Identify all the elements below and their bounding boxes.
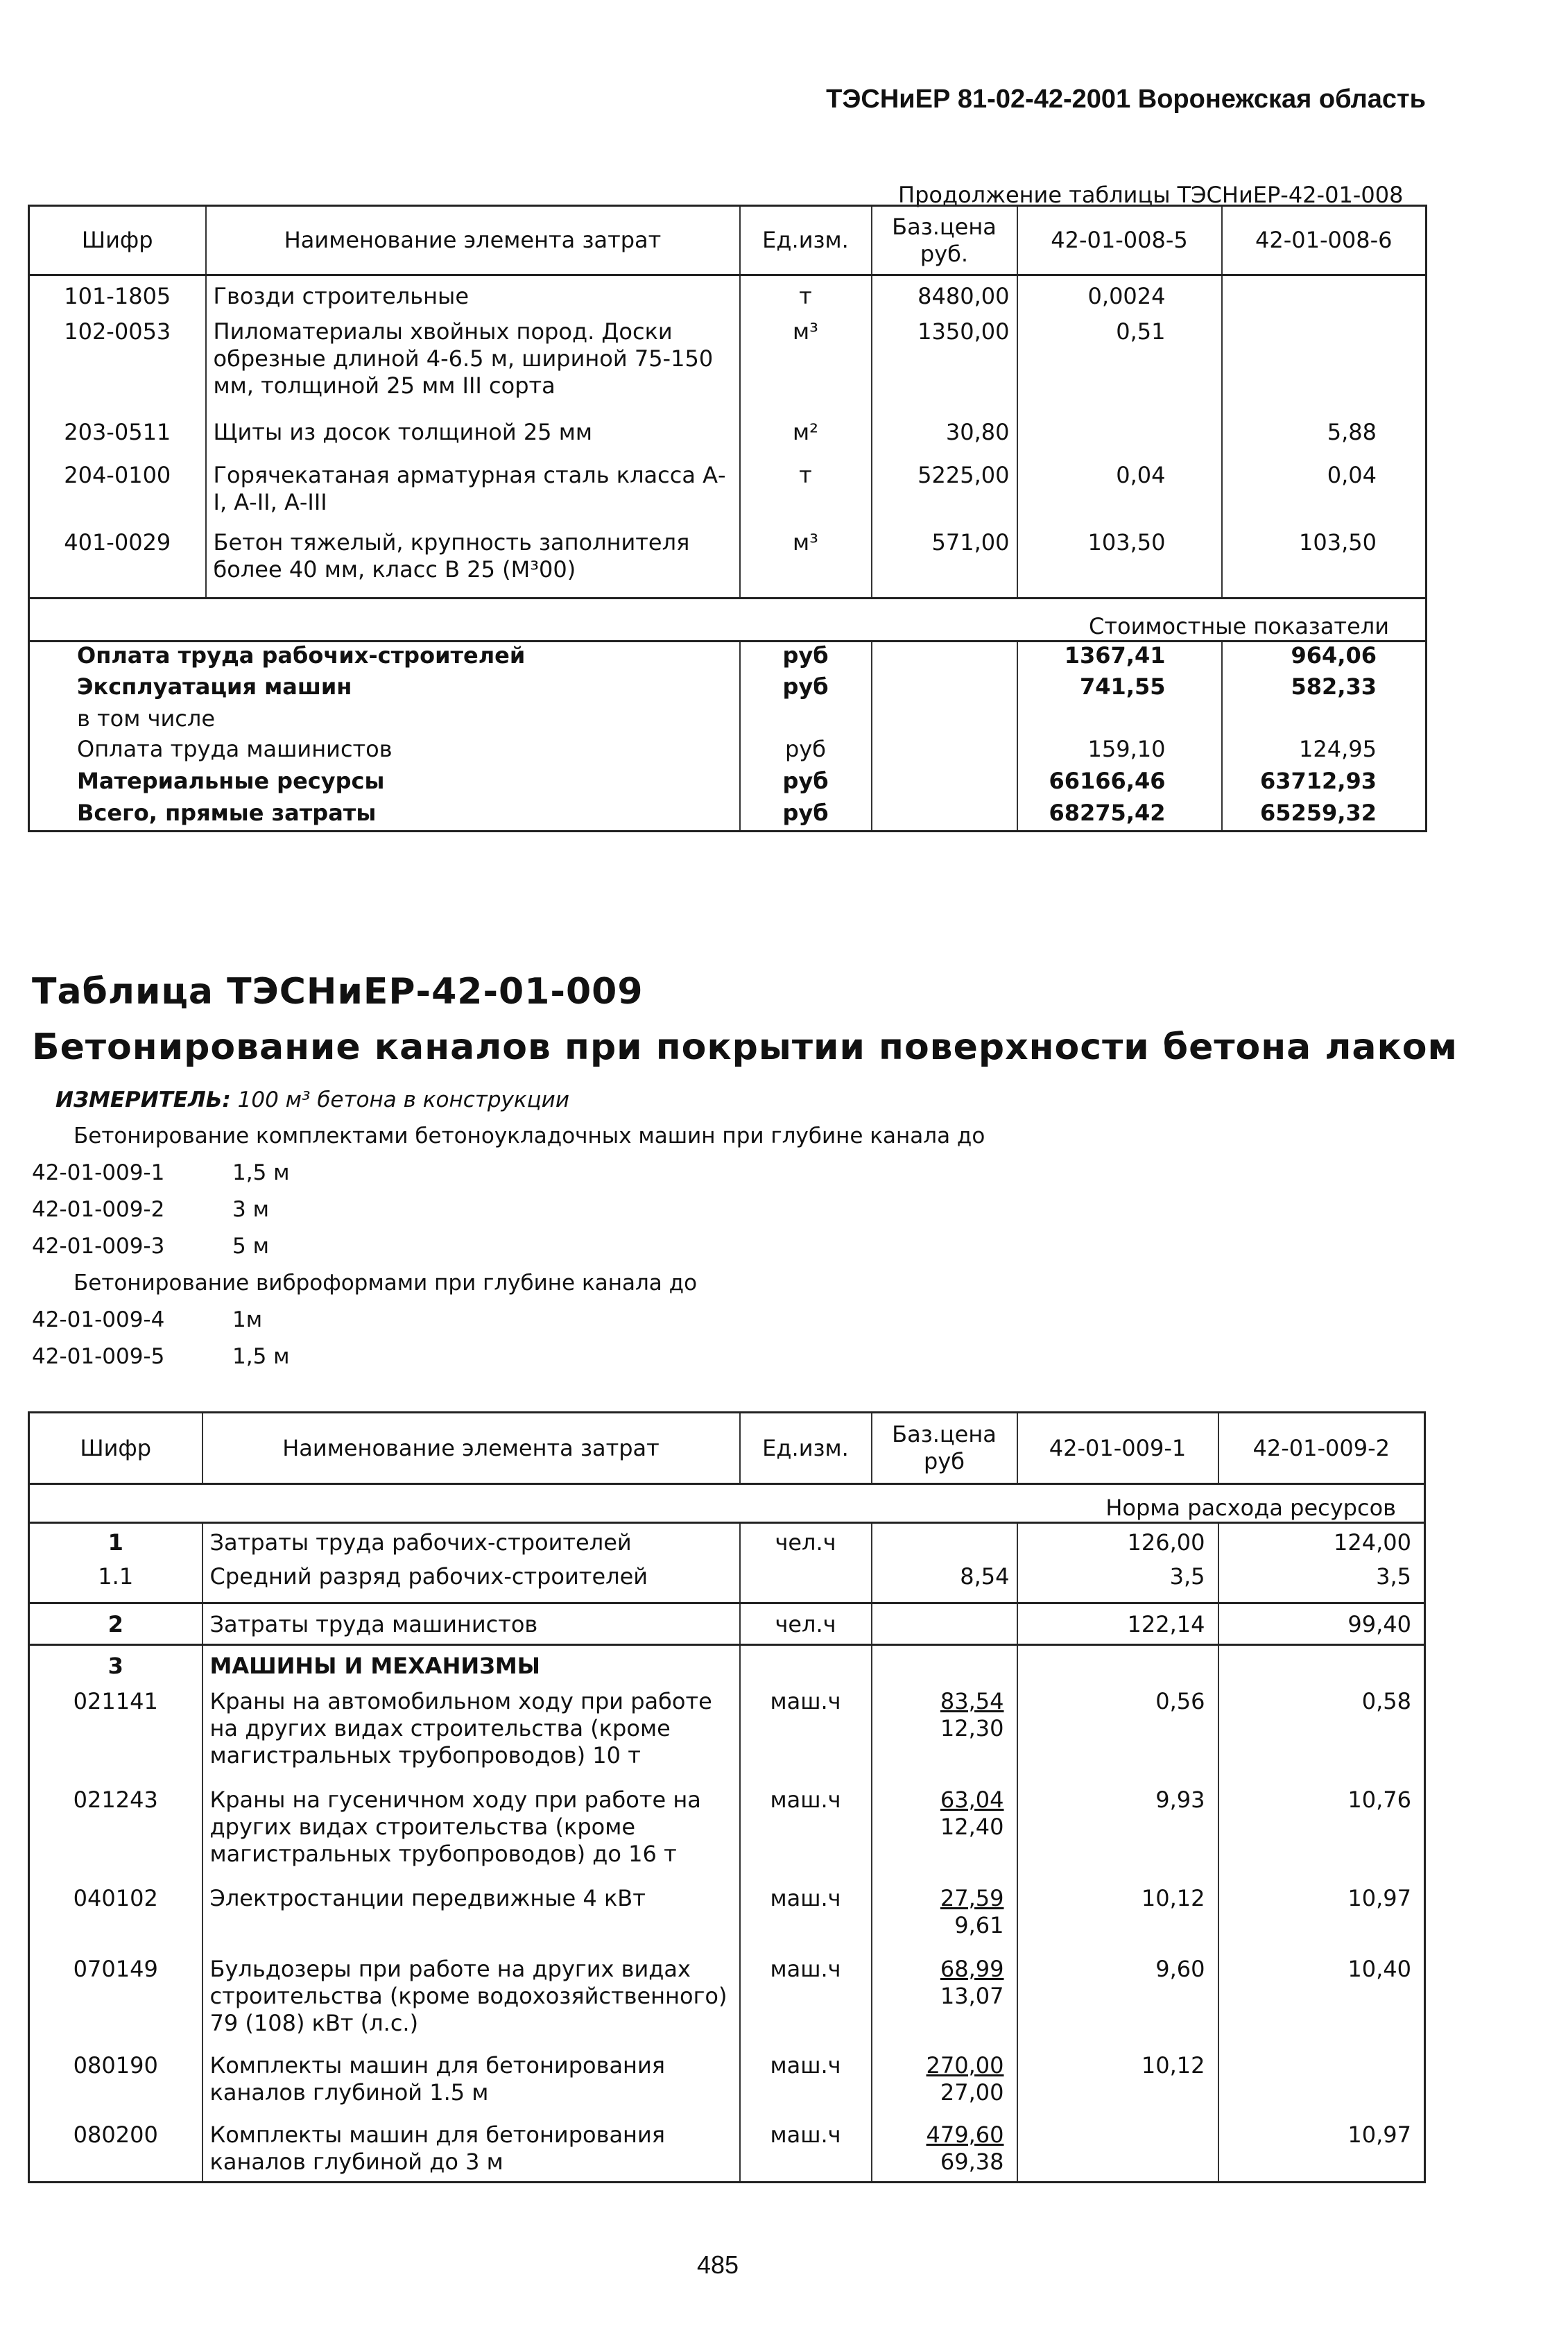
row-v2: 5,88 bbox=[1222, 419, 1427, 462]
item-code: 42-01-009-2 bbox=[32, 1197, 165, 1222]
summary-name: в том числе bbox=[77, 705, 215, 732]
item-code: 42-01-009-1 bbox=[32, 1160, 165, 1185]
row-price: 27,59 bbox=[940, 1884, 1004, 1911]
row-name: Щиты из досок толщиной 25 мм bbox=[206, 419, 740, 462]
row-name: Бульдозеры при работе на других видах строительства (кроме водохозяйственного) 79 (108) кВт (л.с.) bbox=[203, 1956, 740, 2052]
summary-row bbox=[29, 642, 1427, 673]
col-header-code: Шифр bbox=[29, 1413, 203, 1484]
row-code: 021141 bbox=[73, 1687, 158, 1714]
row-code: 2 bbox=[29, 1603, 203, 1645]
row-name: Бетон тяжелый, крупность заполнителя более 40 мм, класс В 25 (М³00) bbox=[206, 529, 740, 599]
row-unit: чел.ч bbox=[740, 1523, 872, 1563]
row-price-wage: 69,38 bbox=[940, 2148, 1004, 2175]
machine-row bbox=[29, 1787, 1425, 1885]
row-code: 080200 bbox=[73, 2121, 158, 2148]
machine-row bbox=[29, 1956, 1425, 2052]
table-subtitle: Бетонирование каналов при покрытии поверхности бетона лаком bbox=[32, 1026, 1458, 1068]
row-v1: 0,04 bbox=[1017, 462, 1222, 529]
row-price: 479,60 bbox=[926, 2121, 1004, 2148]
table-row bbox=[29, 462, 1427, 529]
row-price-wage: 13,07 bbox=[940, 1982, 1004, 2009]
row-code: 401-0029 bbox=[64, 528, 171, 556]
table-row bbox=[29, 1563, 1425, 1603]
cost-table-42-01-008 bbox=[28, 205, 1427, 832]
col-header-name: Наименование элемента затрат bbox=[203, 1413, 740, 1484]
row-v2: 10,40 bbox=[1218, 1956, 1425, 2052]
meter-text: 100 м³ бетона в конструкции bbox=[237, 1087, 569, 1112]
summary-v2: 964,06 bbox=[1222, 642, 1427, 673]
row-code: 101-1805 bbox=[64, 283, 171, 309]
item-value: 1,5 м bbox=[232, 1160, 290, 1185]
row-v2: 0,04 bbox=[1222, 462, 1427, 529]
row-unit: т bbox=[740, 275, 872, 318]
section-label: Норма расхода ресурсов bbox=[1105, 1495, 1396, 1521]
row-price bbox=[872, 1603, 1017, 1645]
item-value: 5 м bbox=[232, 1234, 269, 1259]
summary-name: Материальные ресурсы bbox=[77, 767, 385, 794]
row-unit: т bbox=[740, 462, 872, 529]
summary-row bbox=[29, 768, 1427, 800]
table-row bbox=[29, 1603, 1425, 1645]
col-header-name: Наименование элемента затрат bbox=[206, 206, 740, 275]
row-name: МАШИНЫ И МЕХАНИЗМЫ bbox=[203, 1645, 740, 1688]
intro-line: Бетонирование комплектами бетоноукладочных машин при глубине канала до bbox=[74, 1124, 985, 1148]
row-price: 8,54 bbox=[872, 1563, 1017, 1603]
row-price: 270,00 bbox=[926, 2051, 1004, 2079]
row-price-wage: 27,00 bbox=[940, 2079, 1004, 2106]
item-code: 42-01-009-3 bbox=[32, 1234, 165, 1259]
intro-line: Бетонирование виброформами при глубине канала до bbox=[74, 1271, 698, 1296]
row-price: 30,80 bbox=[872, 419, 1017, 462]
machine-row bbox=[29, 2052, 1425, 2122]
row-code: 021243 bbox=[73, 1786, 158, 1813]
machine-row bbox=[29, 1885, 1425, 1956]
row-price: 8480,00 bbox=[872, 275, 1017, 318]
summary-v2: 65259,32 bbox=[1222, 800, 1427, 832]
row-name: Затраты труда рабочих-строителей bbox=[203, 1523, 740, 1563]
row-v1: 0,0024 bbox=[1017, 275, 1222, 318]
col-header-price: Баз.цена руб bbox=[872, 1413, 1017, 1484]
row-v2 bbox=[1222, 318, 1427, 419]
row-v1: 9,60 bbox=[1017, 1956, 1218, 2052]
row-unit: м² bbox=[740, 419, 872, 462]
table-title: Таблица ТЭСНиЕР-42-01-009 bbox=[32, 971, 644, 1013]
summary-unit: руб bbox=[740, 800, 872, 832]
row-v1: 0,56 bbox=[1017, 1688, 1218, 1787]
row-unit: м³ bbox=[740, 318, 872, 419]
summary-unit: руб bbox=[740, 768, 872, 800]
row-v1: 0,51 bbox=[1017, 318, 1222, 419]
table-row bbox=[29, 275, 1427, 318]
row-code: 204-0100 bbox=[64, 461, 171, 488]
summary-name: Эксплуатация машин bbox=[77, 673, 352, 700]
row-name: Электростанции передвижные 4 кВт bbox=[203, 1885, 740, 1956]
col-header-v2: 42-01-009-2 bbox=[1218, 1413, 1425, 1484]
continuation-label: Продолжение таблицы ТЭСНиЕР-42-01-008 bbox=[898, 182, 1404, 208]
col-header-code: Шифр bbox=[29, 206, 206, 275]
row-price: 5225,00 bbox=[872, 462, 1017, 529]
row-price: 1350,00 bbox=[872, 318, 1017, 419]
row-name: Комплекты машин для бетонирования каналов глубиной до 3 м bbox=[203, 2122, 740, 2183]
summary-v2: 582,33 bbox=[1222, 673, 1427, 705]
col-header-unit: Ед.изм. bbox=[740, 206, 872, 275]
summary-row bbox=[29, 705, 1427, 736]
row-v2: 3,5 bbox=[1218, 1563, 1425, 1603]
measurement-unit bbox=[55, 1087, 569, 1112]
row-v1: 10,12 bbox=[1017, 2052, 1218, 2122]
row-v2 bbox=[1222, 275, 1427, 318]
summary-unit: руб bbox=[740, 673, 872, 705]
table-row bbox=[29, 318, 1427, 419]
section-label: Стоимостные показатели bbox=[29, 599, 1427, 642]
row-code: 3 bbox=[29, 1645, 203, 1688]
item-value: 1м bbox=[232, 1307, 263, 1332]
machine-row bbox=[29, 1688, 1425, 1787]
row-v2: 0,58 bbox=[1218, 1688, 1425, 1787]
row-unit: маш.ч bbox=[740, 1787, 872, 1885]
row-v2: 99,40 bbox=[1218, 1603, 1425, 1645]
summary-unit: руб bbox=[740, 642, 872, 673]
running-header: ТЭСНиЕР 81-02-42-2001 Воронежская область bbox=[826, 85, 1426, 114]
row-v2: 124,00 bbox=[1218, 1523, 1425, 1563]
row-name: Комплекты машин для бетонирования каналов глубиной 1.5 м bbox=[203, 2052, 740, 2122]
row-price: 83,54 bbox=[940, 1687, 1004, 1714]
row-unit: маш.ч bbox=[740, 1688, 872, 1787]
row-price: 63,04 bbox=[940, 1786, 1004, 1813]
row-unit: чел.ч bbox=[740, 1603, 872, 1645]
summary-v2: 63712,93 bbox=[1222, 768, 1427, 800]
page-number: 485 bbox=[697, 2251, 739, 2279]
machine-row bbox=[29, 2122, 1425, 2183]
row-unit: м³ bbox=[740, 529, 872, 599]
row-v2: 103,50 bbox=[1222, 529, 1427, 599]
col-header-unit: Ед.изм. bbox=[740, 1413, 872, 1484]
col-header-v2: 42-01-008-6 bbox=[1222, 206, 1427, 275]
col-header-v1: 42-01-009-1 bbox=[1017, 1413, 1218, 1484]
item-value: 1,5 м bbox=[232, 1344, 290, 1369]
row-name: Средний разряд рабочих-строителей bbox=[203, 1563, 740, 1603]
row-unit: маш.ч bbox=[740, 2122, 872, 2183]
row-unit: маш.ч bbox=[740, 1885, 872, 1956]
table-row bbox=[29, 1645, 1425, 1688]
summary-row bbox=[29, 736, 1427, 768]
row-code: 203-0511 bbox=[64, 418, 171, 445]
row-price bbox=[872, 1523, 1017, 1563]
row-v2 bbox=[1218, 2052, 1425, 2122]
summary-row bbox=[29, 800, 1427, 832]
row-code: 080190 bbox=[73, 2051, 158, 2079]
row-v2: 10,76 bbox=[1218, 1787, 1425, 1885]
row-v1 bbox=[1017, 419, 1222, 462]
row-name: Горячекатаная арматурная сталь класса А-I, А-II, А-III bbox=[206, 462, 740, 529]
row-v2: 10,97 bbox=[1218, 2122, 1425, 2183]
row-v1 bbox=[1017, 2122, 1218, 2183]
row-unit: маш.ч bbox=[740, 1956, 872, 2052]
summary-v1: 159,10 bbox=[1017, 736, 1222, 768]
item-code: 42-01-009-4 bbox=[32, 1307, 165, 1332]
item-value: 3 м bbox=[232, 1197, 269, 1222]
summary-unit: руб bbox=[740, 736, 872, 768]
summary-row bbox=[29, 673, 1427, 705]
summary-v1: 1367,41 bbox=[1017, 642, 1222, 673]
row-v1: 122,14 bbox=[1017, 1603, 1218, 1645]
row-name: Затраты труда машинистов bbox=[203, 1603, 740, 1645]
row-v1: 103,50 bbox=[1017, 529, 1222, 599]
row-code: 070149 bbox=[73, 1955, 158, 1982]
summary-v2: 124,95 bbox=[1222, 736, 1427, 768]
row-price: 571,00 bbox=[872, 529, 1017, 599]
row-v1: 3,5 bbox=[1017, 1563, 1218, 1603]
row-v2: 10,97 bbox=[1218, 1885, 1425, 1956]
row-code: 1 bbox=[29, 1523, 203, 1563]
meter-label: ИЗМЕРИТЕЛЬ: bbox=[55, 1087, 231, 1112]
row-code: 040102 bbox=[73, 1884, 158, 1911]
table-row bbox=[29, 529, 1427, 599]
row-price-wage: 9,61 bbox=[954, 1911, 1004, 1938]
summary-v1: 66166,46 bbox=[1017, 768, 1222, 800]
row-v1: 126,00 bbox=[1017, 1523, 1218, 1563]
summary-v1: 68275,42 bbox=[1017, 800, 1222, 832]
summary-name: Оплата труда машинистов bbox=[77, 735, 393, 762]
row-name: Гвозди строительные bbox=[206, 275, 740, 318]
row-code: 102-0053 bbox=[64, 318, 171, 345]
item-code: 42-01-009-5 bbox=[32, 1344, 165, 1369]
row-unit: маш.ч bbox=[740, 2052, 872, 2122]
table-row bbox=[29, 419, 1427, 462]
resource-table-42-01-009 bbox=[28, 1411, 1426, 2183]
summary-name: Оплата труда рабочих-строителей bbox=[29, 642, 740, 673]
table-row bbox=[29, 1523, 1425, 1563]
row-unit bbox=[740, 1563, 872, 1603]
row-price-wage: 12,40 bbox=[940, 1813, 1004, 1840]
row-name: Пиломатериалы хвойных пород. Доски обрезные длиной 4-6.5 м, шириной 75-150 мм, толщиной 25 мм III сорта bbox=[206, 318, 740, 419]
summary-v1: 741,55 bbox=[1017, 673, 1222, 705]
row-price: 68,99 bbox=[940, 1955, 1004, 1982]
row-name: Краны на автомобильном ходу при работе на других видах строительства (кроме магистральных трубопроводов) 10 т bbox=[203, 1688, 740, 1787]
row-name: Краны на гусеничном ходу при работе на других видах строительства (кроме магистральных трубопроводов) до 16 т bbox=[203, 1787, 740, 1885]
col-header-price: Баз.цена руб. bbox=[872, 206, 1017, 275]
col-header-v1: 42-01-008-5 bbox=[1017, 206, 1222, 275]
summary-name: Всего, прямые затраты bbox=[77, 799, 377, 826]
row-price-wage: 12,30 bbox=[940, 1714, 1004, 1741]
row-v1: 9,93 bbox=[1017, 1787, 1218, 1885]
row-v1: 10,12 bbox=[1017, 1885, 1218, 1956]
row-code: 1.1 bbox=[98, 1563, 134, 1590]
